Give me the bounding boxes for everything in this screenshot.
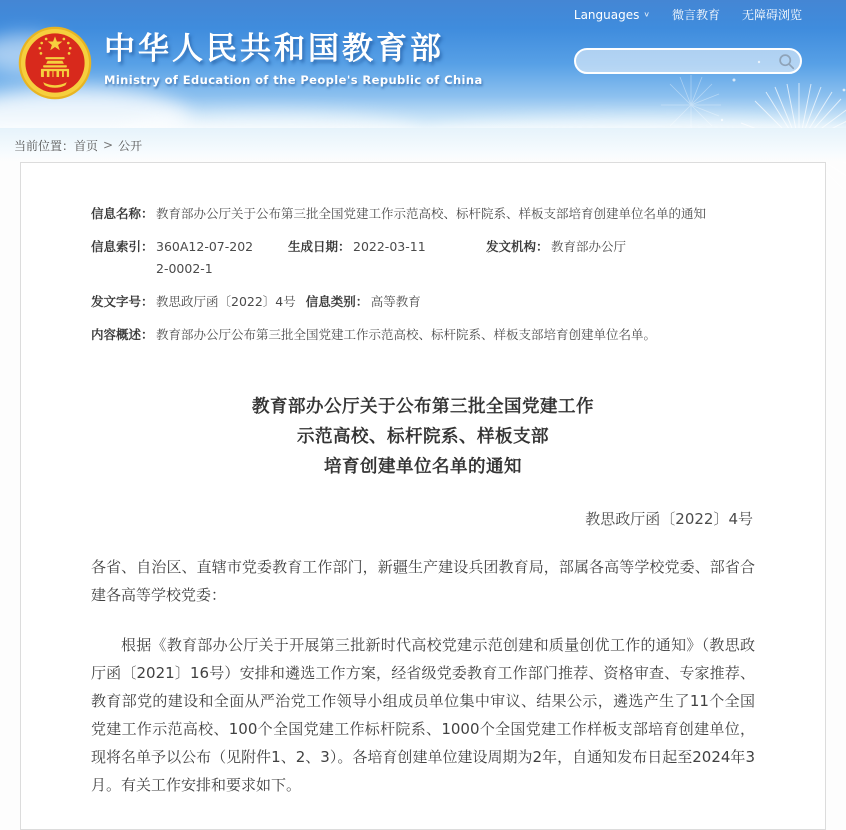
- meta-index-value: 360A12-07-2022-0002-1: [156, 239, 254, 276]
- document-title-line-2: 示范高校、标杆院系、样板支部: [297, 427, 549, 447]
- meta-docno-value: 教思政厅函〔2022〕4号: [156, 294, 296, 309]
- search-icon: [778, 53, 795, 70]
- meta-row-docno-category: [91, 291, 755, 313]
- document-title-line-3: 培育创建单位名单的通知: [324, 457, 522, 477]
- weiyan-link[interactable]: 微言教育: [671, 8, 720, 22]
- languages-menu[interactable]: [574, 8, 650, 22]
- search-input[interactable]: [576, 50, 772, 72]
- meta-agency-value: 教育部办公厅: [551, 239, 627, 254]
- meta-category-value: 高等教育: [370, 294, 421, 309]
- meta-row-summary: [91, 324, 755, 346]
- document-body-paragraph: 根据《教育部办公厅关于开展第三批新时代高校党建示范创建和质量创优工作的通知》（教思政厅函〔2021〕16号）安排和遴选工作方案，经省级党委教育工作部门推荐、资格审查、专家推荐、教育部党的建设和全面从严治党工作领导小组成员单位集中审议、结果公示，遴选产生了11个全国党建工作示范高校、100个全国党建工作标杆院系、1000个全国党建工作样板支部培育创建单位，现将名单予以公布（见附件1、2、3）。各培育创建单位建设周期为2年，自通知发布日起至2024年3月。有关工作安排和要求如下。: [91, 636, 755, 794]
- breadcrumb-label: 当前位置：: [14, 138, 75, 153]
- meta-docno-label: 发文字号：: [91, 294, 154, 309]
- meta-name-label: 信息名称：: [91, 206, 154, 221]
- meta-summary-label: 内容概述：: [91, 327, 154, 342]
- breadcrumb-separator: >: [103, 138, 114, 152]
- breadcrumb-current-link[interactable]: 公开: [118, 138, 143, 153]
- document-card: [20, 162, 826, 830]
- meta-row-index-date-agency: [91, 236, 755, 280]
- top-nav: [574, 6, 802, 23]
- accessibility-link[interactable]: 无障碍浏览: [741, 8, 802, 22]
- breadcrumb: [0, 128, 846, 162]
- meta-date-label: 生成日期：: [288, 239, 351, 254]
- brand-text: [104, 26, 483, 87]
- search-box: [574, 48, 802, 74]
- document-title: [91, 392, 755, 482]
- site-title: 中华人民共和国教育部: [104, 31, 444, 67]
- breadcrumb-home-link[interactable]: 首页: [74, 138, 99, 153]
- document-title-line-1: 教育部办公厅关于公布第三批全国党建工作: [252, 397, 594, 417]
- chevron-down-icon: ∨: [643, 10, 650, 19]
- document-salutation: 各省、自治区、直辖市党委教育工作部门，新疆生产建设兵团教育局，部属各高等学校党委、部省合建各高等学校党委：: [91, 558, 755, 604]
- meta-date-value: 2022-03-11: [353, 239, 426, 254]
- site-subtitle: Ministry of Education of the People's Republic of China: [104, 72, 483, 87]
- meta-row-name: [91, 203, 755, 225]
- document-number: 教思政厅函〔2022〕4号: [585, 510, 753, 528]
- site-header: [0, 0, 846, 128]
- document-meta-table: [91, 203, 755, 346]
- national-emblem-logo: [18, 26, 92, 100]
- meta-category-label: 信息类别：: [305, 294, 369, 309]
- meta-index-label: 信息索引：: [91, 239, 154, 254]
- meta-summary-value: 教育部办公厅公布第三批全国党建工作示范高校、标杆院系、样板支部培育创建单位名单。: [156, 327, 657, 342]
- search-button[interactable]: [772, 50, 800, 72]
- languages-label: Languages: [573, 7, 640, 22]
- meta-agency-label: 发文机构：: [486, 239, 549, 254]
- meta-name-value: 教育部办公厅关于公布第三批全国党建工作示范高校、标杆院系、样板支部培育创建单位名单的通知: [156, 206, 707, 221]
- site-brand: [18, 26, 483, 100]
